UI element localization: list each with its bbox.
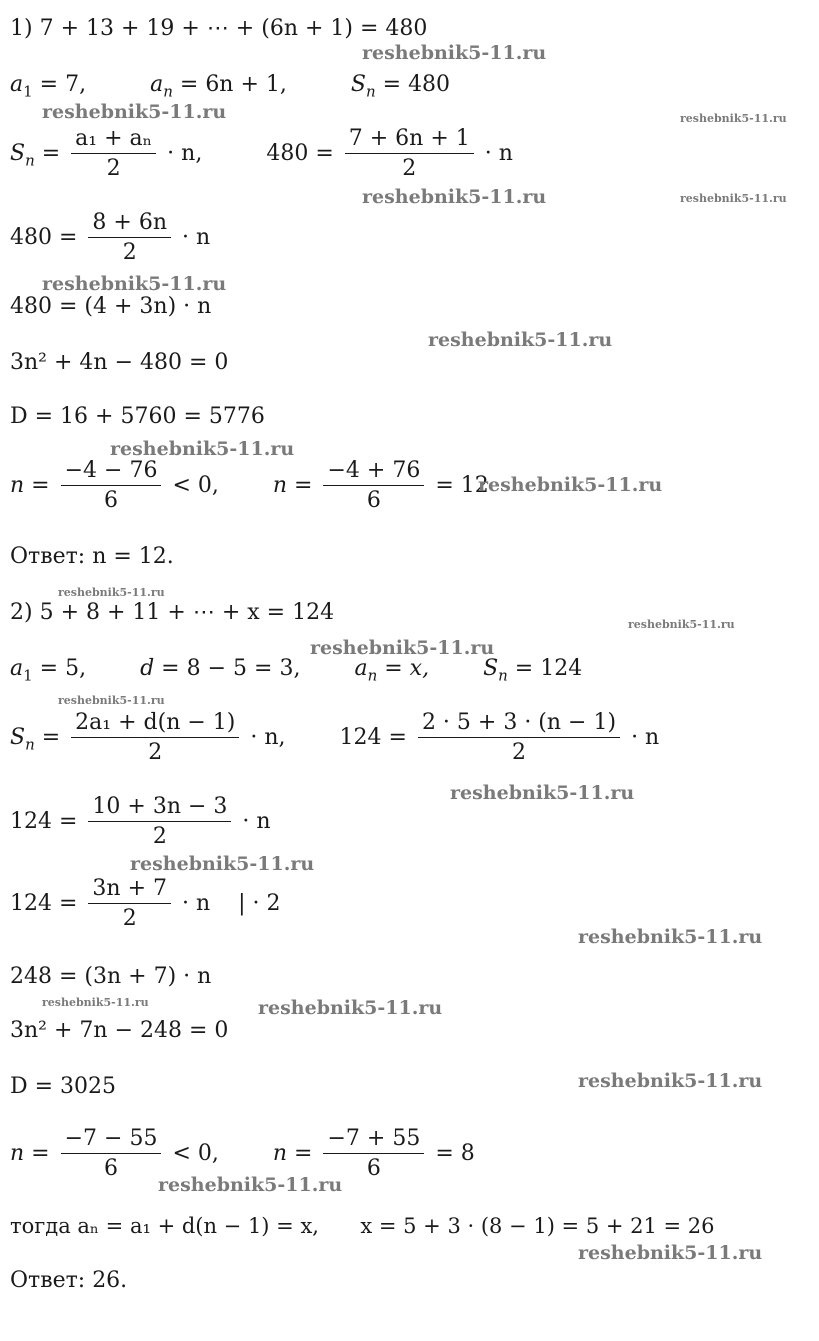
watermark: reshebnik5-11.ru [110, 438, 295, 460]
watermark: reshebnik5-11.ru [578, 926, 763, 948]
watermark: reshebnik5-11.ru [42, 996, 149, 1009]
watermark: reshebnik5-11.ru [42, 273, 227, 295]
p2-given: $a_1 = 5$, d = 8 − 5 = 3, $a_n = x$, $S_n = 124$ [10, 656, 583, 685]
watermark: reshebnik5-11.ru [42, 101, 227, 123]
watermark: reshebnik5-11.ru [628, 618, 735, 631]
p2-step-frac2: 124 = $\frac{3n + 7}{2}$ · n | · 2 [10, 876, 281, 931]
p1-step-frac: 480 = $\frac{8 + 6n}{2}$ · n [10, 210, 211, 265]
watermark: reshebnik5-11.ru [362, 42, 547, 64]
watermark: reshebnik5-11.ru [158, 1174, 343, 1196]
watermark: reshebnik5-11.ru [450, 782, 635, 804]
watermark: reshebnik5-11.ru [310, 637, 495, 659]
watermark: reshebnik5-11.ru [428, 329, 613, 351]
p1-sum-formula: $S_n$ = $\frac{\text{a₁ + aₙ}}{2}$ · n, 480 = $\frac{7 + 6n + 1}{2}$ · n [10, 126, 513, 181]
p2-problem: 2) 5 + 8 + 11 + ⋯ + x = 124 [10, 600, 335, 625]
p2-roots: n = $\frac{-7 - 55}{6}$ < 0, n = $\frac{-7 + 55}{6}$ = 8 [10, 1126, 475, 1181]
watermark: reshebnik5-11.ru [578, 1242, 763, 1264]
p2-sum-formula: $S_n$ = $\frac{\text{2a₁ + d(n − 1)}}{2}$ · n, 124 = $\frac{2 \cdot 5 + 3 \cdot (n - 1)}{2}$ · n [10, 710, 660, 765]
watermark: reshebnik5-11.ru [478, 474, 663, 496]
watermark: reshebnik5-11.ru [130, 853, 315, 875]
watermark: reshebnik5-11.ru [258, 997, 443, 1019]
p1-problem: 1) 7 + 13 + 19 + ⋯ + (6n + 1) = 480 [10, 16, 428, 41]
watermark: reshebnik5-11.ru [680, 112, 787, 125]
p2-step-frac: 124 = $\frac{10 + 3n - 3}{2}$ · n [10, 794, 271, 849]
p1-quadratic: 3n² + 4n − 480 = 0 [10, 350, 229, 375]
p2-discriminant: D = 3025 [10, 1074, 117, 1099]
p2-quadratic: 3n² + 7n − 248 = 0 [10, 1018, 229, 1043]
p1-answer: Ответ: n = 12. [10, 544, 174, 569]
p1-given: $a_1 = 7$, $a_n = 6n + 1$, $S_n = 480$ [10, 72, 451, 101]
p2-final-step: тогда aₙ = a₁ + d(n − 1) = x, x = 5 + 3 · (8 − 1) = 5 + 21 = 26 [10, 1214, 715, 1238]
watermark: reshebnik5-11.ru [578, 1070, 763, 1092]
p2-answer: Ответ: 26. [10, 1268, 128, 1293]
watermark: reshebnik5-11.ru [362, 186, 547, 208]
p1-roots: n = $\frac{-4 - 76}{6}$ < 0, n = $\frac{-4 + 76}{6}$ = 12 [10, 458, 489, 513]
p1-discriminant: D = 16 + 5760 = 5776 [10, 404, 265, 429]
watermark: reshebnik5-11.ru [58, 694, 165, 707]
p2-step-product: 248 = (3n + 7) · n [10, 964, 212, 989]
p1-step-product: 480 = (4 + 3n) · n [10, 294, 212, 319]
watermark: reshebnik5-11.ru [680, 192, 787, 205]
watermark: reshebnik5-11.ru [58, 586, 165, 599]
